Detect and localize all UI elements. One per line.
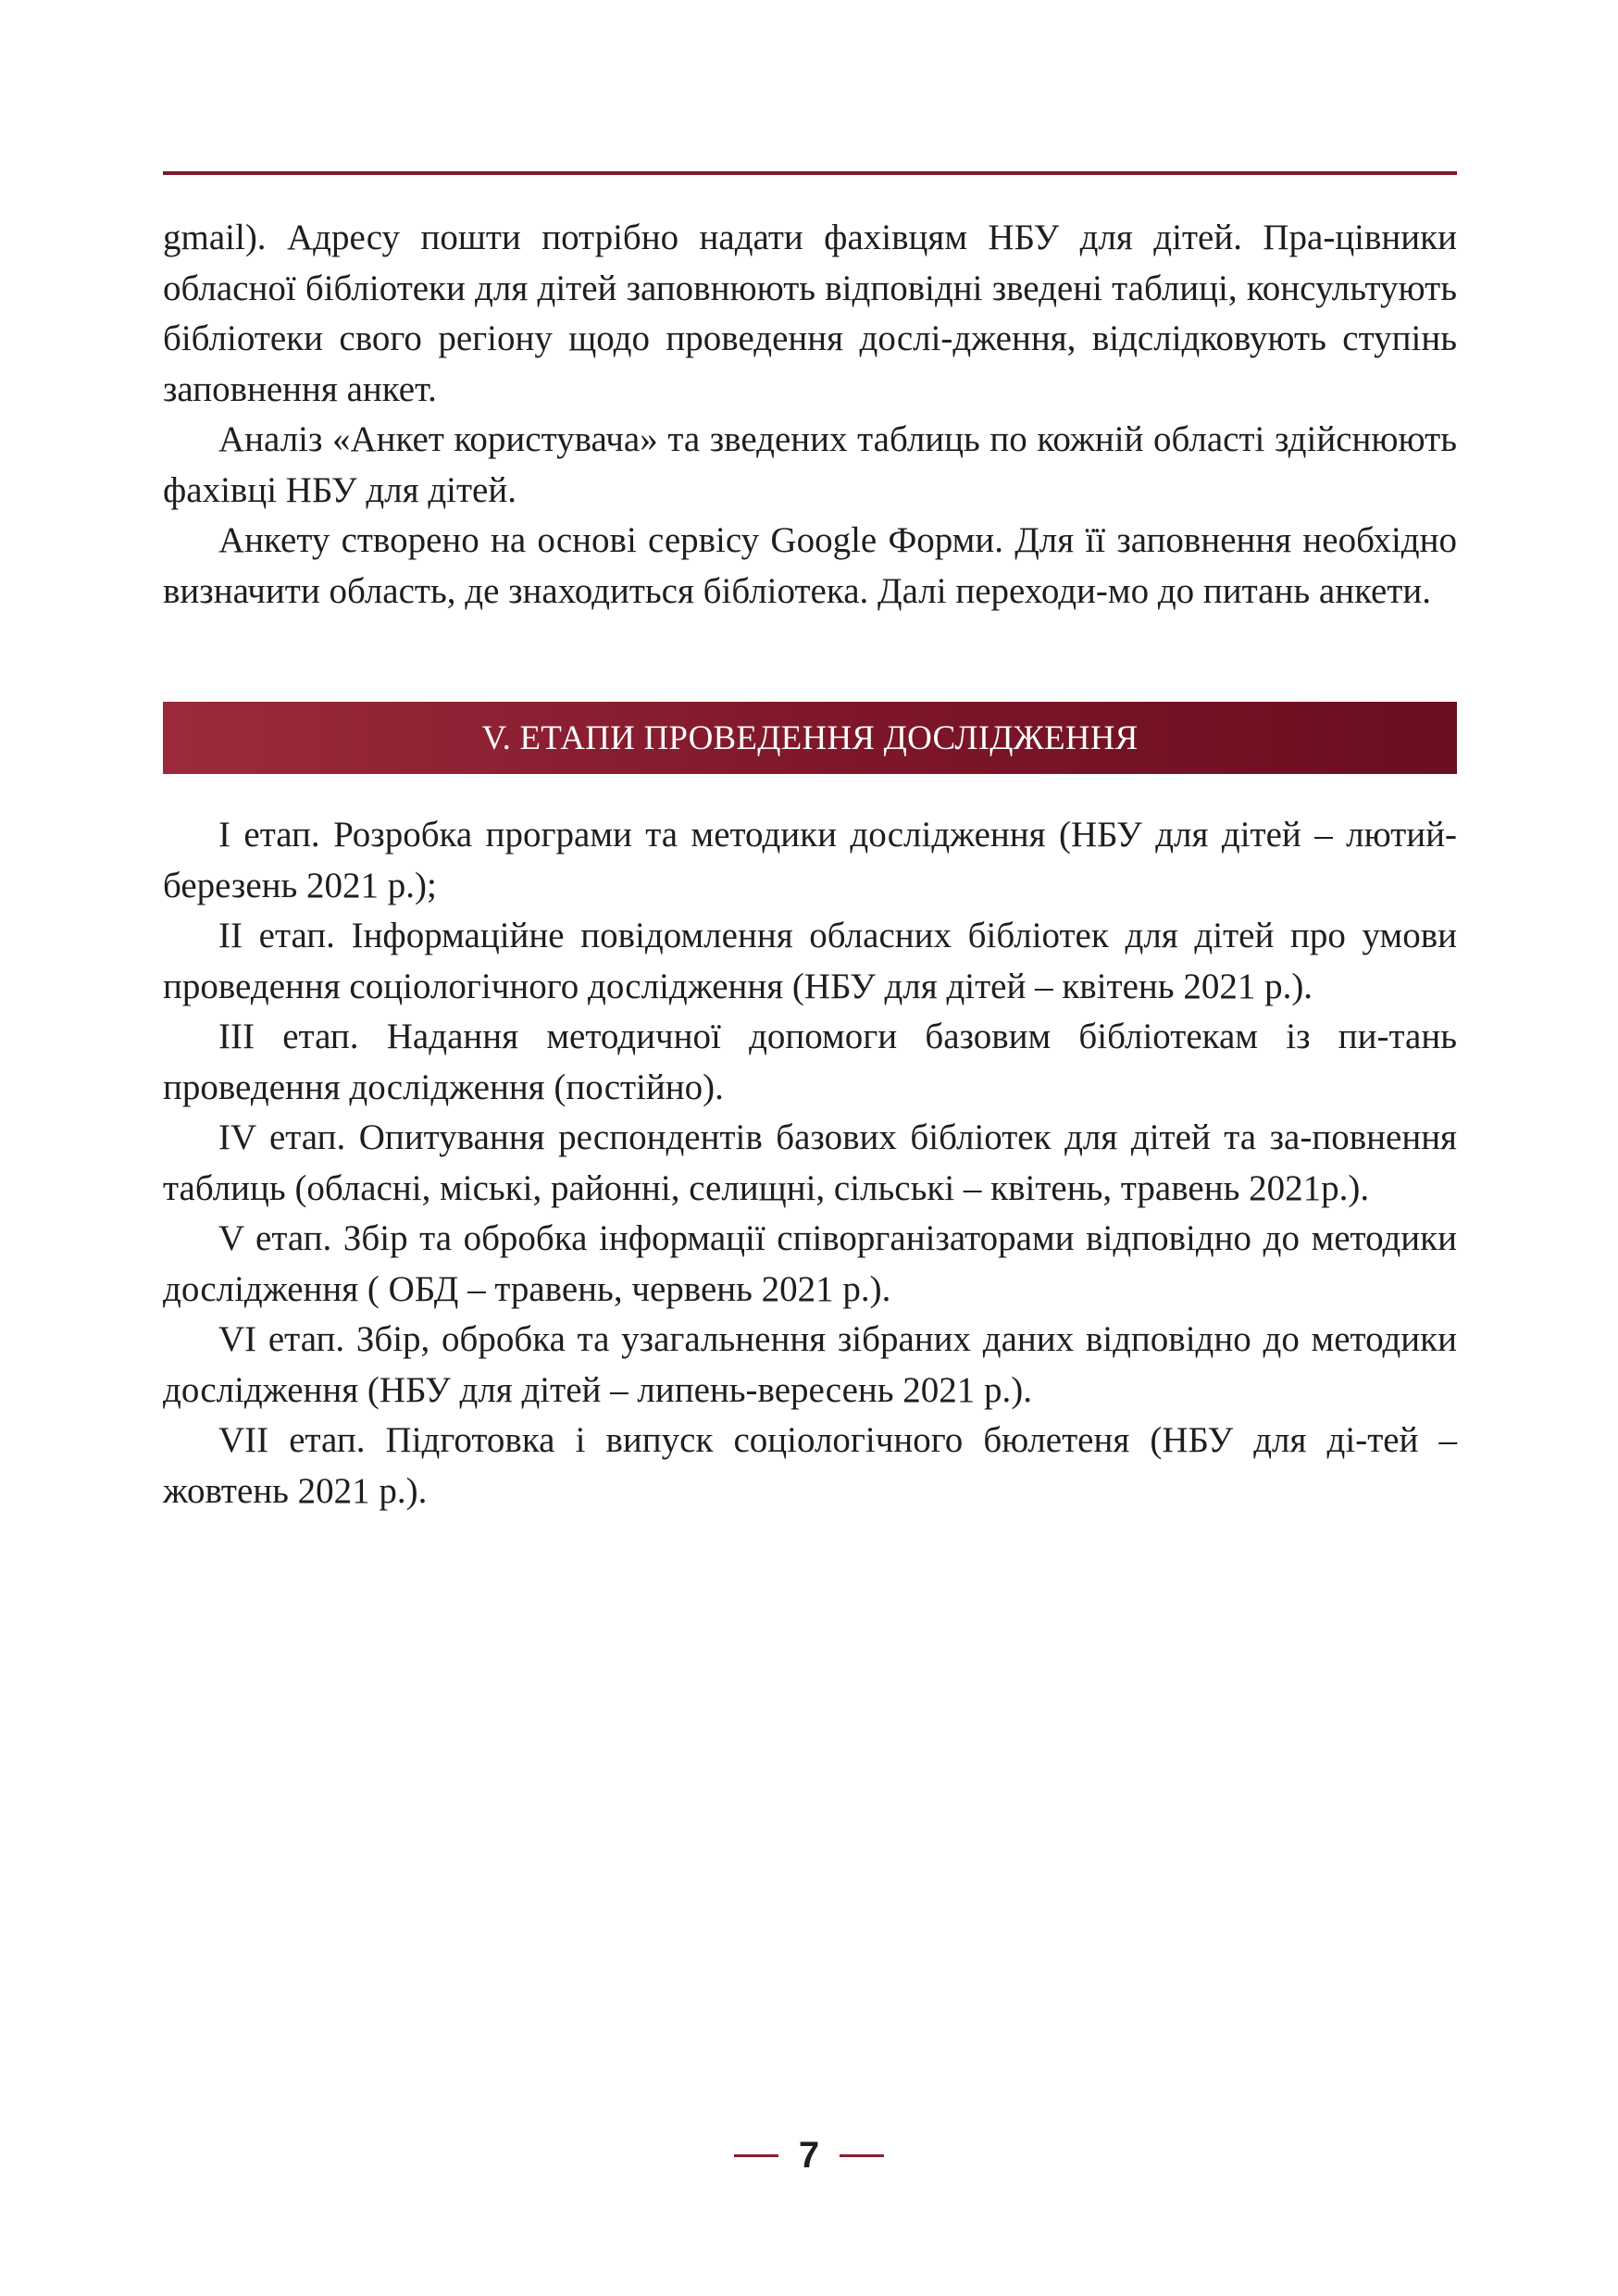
- stage-7: VII етап. Підготовка і випуск соціологічного бюлетеня (НБУ для ді-тей – жовтень 2021 р.).: [163, 1420, 1457, 1511]
- stage-2: ІІ етап. Інформаційне повідомлення обласних бібліотек для дітей про умови проведення соціологічного дослідження (НБУ для дітей – квітень 2021 р.).: [163, 916, 1457, 1006]
- page-number: 7: [798, 2134, 820, 2176]
- intro-text: [163, 213, 1457, 617]
- stage-1: І етап. Розробка програми та методики дослідження (НБУ для дітей – лютий-березень 2021 р.);: [163, 815, 1457, 905]
- intro-paragraph-2: Аналіз «Анкет користувача» та зведених таблиць по кожній області здійснюють фахівці НБУ для дітей.: [163, 419, 1457, 510]
- page-number-dash-left: [734, 2154, 778, 2157]
- header-rule: [163, 171, 1457, 175]
- intro-paragraph-1: gmail). Адресу пошти потрібно надати фахівцям НБУ для дітей. Пра-цівники обласної бібліотеки для дітей заповнюють відповідні зведені таблиці, консультують бібліотеки свого регіону щодо проведення дослі-дження, відслідковують ступінь заповнення анкет.: [163, 218, 1457, 409]
- stage-4: IV етап. Опитування респондентів базових бібліотек для дітей та за-повнення таблиць (обласні, міські, районні, селищні, сільські – квітень, травень 2021р.).: [163, 1117, 1457, 1208]
- stage-6: VI етап. Збір, обробка та узагальнення зібраних даних відповідно до методики дослідження (НБУ для дітей – липень-вересень 2021 р.).: [163, 1319, 1457, 1410]
- page-footer: [0, 2128, 1618, 2183]
- stage-5: V етап. Збір та обробка інформації співорганізаторами відповідно до методики дослідження ( ОБД – травень, червень 2021 р.).: [163, 1218, 1457, 1309]
- stages-list: [163, 810, 1457, 1516]
- page-number-dash-right: [840, 2154, 884, 2157]
- section-heading-banner: [163, 702, 1457, 774]
- stage-3: ІІІ етап. Надання методичної допомоги базовим бібліотекам із пи-тань проведення дослідження (постійно).: [163, 1017, 1457, 1107]
- intro-paragraph-3: Анкету створено на основі сервісу Google Форми. Для її заповнення необхідно визначити область, де знаходиться бібліотека. Далі переходи-мо до питань анкети.: [163, 520, 1457, 611]
- section-title: V. ЕТАПИ ПРОВЕДЕННЯ ДОСЛІДЖЕННЯ: [481, 718, 1139, 757]
